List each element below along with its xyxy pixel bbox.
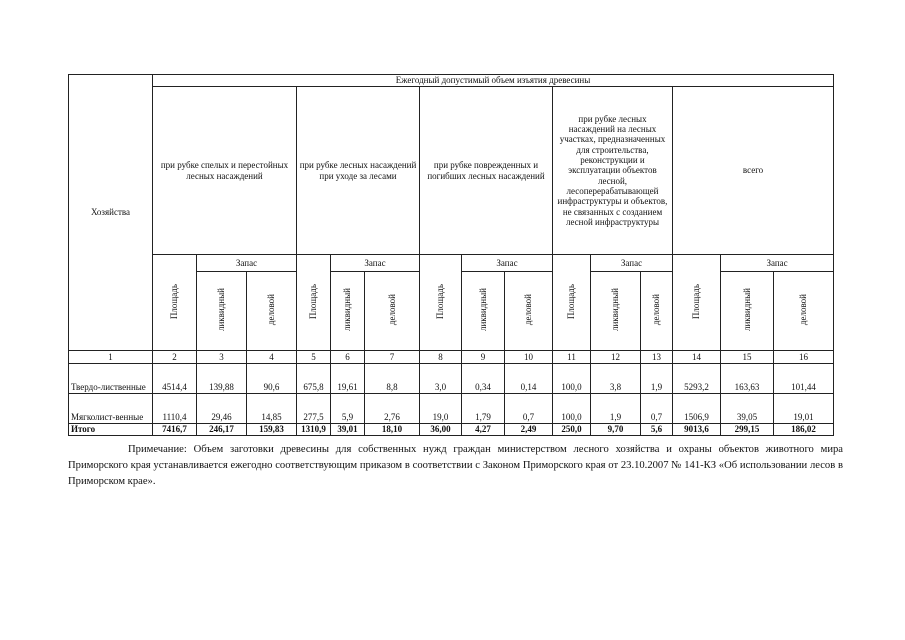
stock-header: Запас (721, 255, 834, 272)
table-cell: 0,14 (505, 364, 553, 394)
table-cell: 1110,4 (153, 394, 197, 424)
table-cell: 139,88 (197, 364, 247, 394)
table-cell: 675,8 (297, 364, 331, 394)
group-construction-header: при рубке лесных насаждений на лесных участках, предназначенных для строительства, реконструкции и эксплуатации объектов лесной, лесоперерабатывающей инфраструктуры и объектов, не связанных с созданием лесной инфраструктуры (553, 87, 673, 255)
table-cell: 1,79 (462, 394, 505, 424)
business-header: деловой (641, 272, 673, 351)
table-row (69, 394, 834, 424)
liquid-header: ликвидный (721, 272, 774, 351)
table-cell: 4,27 (462, 424, 505, 436)
area-header: Площадь (553, 255, 591, 351)
table-cell: 3,0 (420, 364, 462, 394)
table-cell: 1,9 (591, 394, 641, 424)
column-number: 13 (641, 351, 673, 364)
table-cell: 14,85 (247, 394, 297, 424)
column-number: 3 (197, 351, 247, 364)
business-header: деловой (774, 272, 834, 351)
column-number: 9 (462, 351, 505, 364)
table-cell: 8,8 (365, 364, 420, 394)
table-cell: 2,76 (365, 394, 420, 424)
area-header: Площадь (420, 255, 462, 351)
table-cell: 19,61 (331, 364, 365, 394)
column-number: 12 (591, 351, 641, 364)
area-header: Площадь (673, 255, 721, 351)
table-cell: 299,15 (721, 424, 774, 436)
table-cell: 5,6 (641, 424, 673, 436)
business-header: деловой (365, 272, 420, 351)
column-number: 7 (365, 351, 420, 364)
stock-header: Запас (591, 255, 673, 272)
table-cell: 186,02 (774, 424, 834, 436)
column-number: 2 (153, 351, 197, 364)
column-number: 10 (505, 351, 553, 364)
table-cell: 29,46 (197, 394, 247, 424)
total-row (69, 424, 834, 436)
table-cell: 5,9 (331, 394, 365, 424)
column-number: 4 (247, 351, 297, 364)
liquid-header: ликвидный (591, 272, 641, 351)
table-cell: 36,00 (420, 424, 462, 436)
table-cell: 5293,2 (673, 364, 721, 394)
column-number: 8 (420, 351, 462, 364)
group-care-header: при рубке лесных насаждений при уходе за лесами (297, 87, 420, 255)
column-number-row (69, 351, 834, 364)
liquid-header: ликвидный (197, 272, 247, 351)
main-header: Ежегодный допустимый объем изъятия древесины (153, 75, 834, 87)
table-cell: 18,10 (365, 424, 420, 436)
area-header: Площадь (153, 255, 197, 351)
table-cell: 0,7 (641, 394, 673, 424)
column-number: 15 (721, 351, 774, 364)
stock-header: Запас (462, 255, 553, 272)
table-cell: 0,7 (505, 394, 553, 424)
column-number: 14 (673, 351, 721, 364)
column-number: 1 (69, 351, 153, 364)
group-total-header: всего (673, 87, 834, 255)
table-cell: 163,63 (721, 364, 774, 394)
table-cell: 1506,9 (673, 394, 721, 424)
table-row (69, 364, 834, 394)
area-header: Площадь (297, 255, 331, 351)
table-cell: 9013,6 (673, 424, 721, 436)
column-number: 16 (774, 351, 834, 364)
table-cell: 246,17 (197, 424, 247, 436)
table-cell: 19,0 (420, 394, 462, 424)
column-number: 11 (553, 351, 591, 364)
table-cell: 0,34 (462, 364, 505, 394)
stock-header: Запас (197, 255, 297, 272)
table-cell: 100,0 (553, 394, 591, 424)
row-name: Твердо-лиственные (69, 364, 153, 394)
farm-header: Хозяйства (69, 75, 153, 351)
table-cell: 7416,7 (153, 424, 197, 436)
timber-volume-table (68, 74, 834, 436)
table-cell: 19,01 (774, 394, 834, 424)
table-cell: 100,0 (553, 364, 591, 394)
table-cell: 1310,9 (297, 424, 331, 436)
table-cell: 1,9 (641, 364, 673, 394)
table-cell: 39,05 (721, 394, 774, 424)
group-mature-header: при рубке спелых и перестойных лесных насаждений (153, 87, 297, 255)
table-cell: 101,44 (774, 364, 834, 394)
group-damaged-header: при рубке поврежденных и погибших лесных насаждений (420, 87, 553, 255)
table-cell: 9,70 (591, 424, 641, 436)
column-number: 5 (297, 351, 331, 364)
table-cell: 277,5 (297, 394, 331, 424)
footnote (68, 442, 843, 490)
business-header: деловой (247, 272, 297, 351)
column-number: 6 (331, 351, 365, 364)
footnote-text: Примечание: Объем заготовки древесины для собственных нужд граждан министерством лесного хозяйства и охраны объектов животного мира Приморского края устанавливается ежегодно соответствующим приказом в соответствии с Законом Приморского края от 23.10.2007 № 141-КЗ «Об использовании лесов в Приморском крае». (68, 444, 843, 487)
timber-volume-table-container (68, 74, 833, 436)
row-name: Итого (69, 424, 153, 436)
table-cell: 2,49 (505, 424, 553, 436)
row-name: Мягколист-венные (69, 394, 153, 424)
table-cell: 39,01 (331, 424, 365, 436)
table-cell: 3,8 (591, 364, 641, 394)
liquid-header: ликвидный (462, 272, 505, 351)
stock-header: Запас (331, 255, 420, 272)
liquid-header: ликвидный (331, 272, 365, 351)
business-header: деловой (505, 272, 553, 351)
table-cell: 90,6 (247, 364, 297, 394)
table-cell: 159,83 (247, 424, 297, 436)
table-cell: 4514,4 (153, 364, 197, 394)
table-cell: 250,0 (553, 424, 591, 436)
